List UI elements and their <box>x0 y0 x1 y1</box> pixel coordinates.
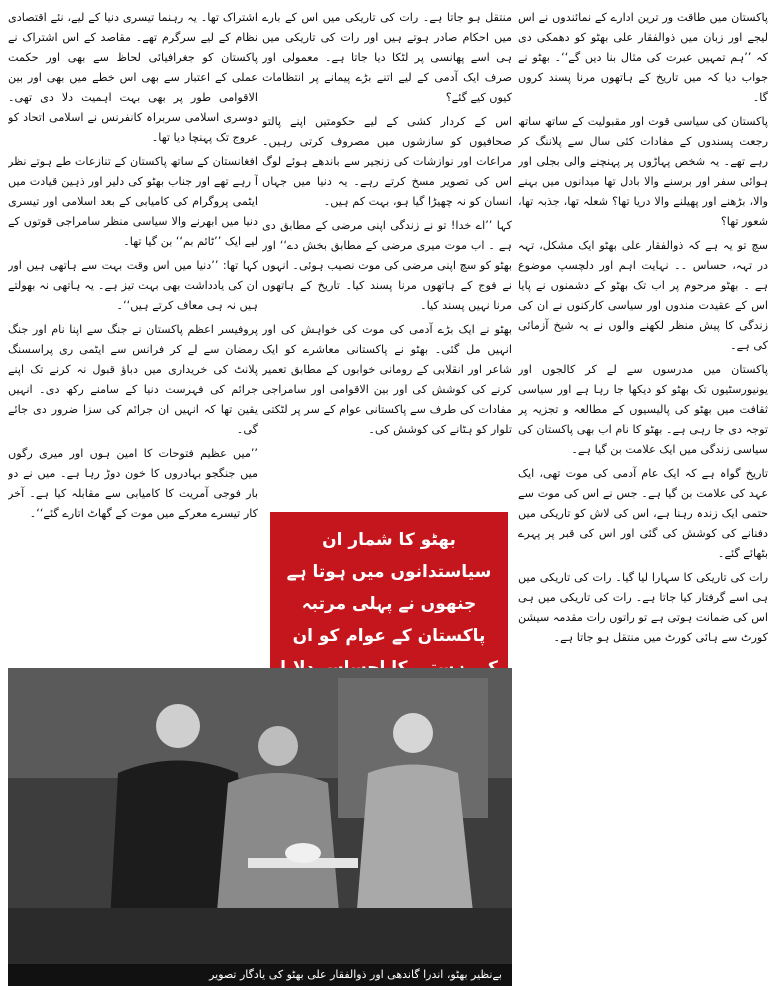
photograph <box>8 668 512 986</box>
pull-quote-text: بھٹو کا شمار ان سیاستدانوں میں ہوتا ہے جنھوں نے پہلی مرتبہ پاکستان کے عوام کو ان <box>286 530 492 646</box>
article-paragraph: پاکستان کی سیاسی قوت اور مقبولیت کے ساتھ ساتھ رجعت پسندوں کے مفادات کئی سال سے پلاننگ کر رہے تھے۔ یہ شخص پہاڑوں پر پہنچنے والی بجلی اور ہوائی سفر اور برسنے والا بادل تھا میدانوں میں بہنے والا، بڑھنے اور پھیلنے والا دریا تھا؟ شعلہ تھا، جذبہ تھا، شعور تھا؟ <box>518 115 768 228</box>
article-paragraph: تاریخ گواہ ہے کہ ایک عام آدمی کی موت تھی، ایک عہد کی علامت بن گیا ہے۔ جس نے اس کی موت سے حتمی ایک زندہ رہنا ہے، اس کی لاش کو تاریکی میں دفنانے کی کوشش کی گئی اور اس کی قبر پر پہرے بٹھائے گئے۔ <box>518 467 768 560</box>
article-paragraph: پروفیسر اعظم پاکستان نے جنگ سے اپنا نام اور جنگ رمضان سے لے کر فرانس سے ایٹمی ری پراسسنگ پلانٹ کی خریداری میں دباؤ قبول نہ کرنے تک اپنے جرائم کی فہرست دنیا کے سامنے رکھ دی۔ انہیں یقین تھا کہ انہیں ان جرائم کی سزا ضرور دی جائے گی۔ <box>8 323 258 436</box>
article-paragraph: رات کی تاریکی کا سہارا لیا گیا۔ رات کی تاریکی میں ہی اسے گرفتار کیا جاتا ہے۔ رات کی تاریکی میں ہی اس کی ضمانت ہوتی ہے تو راتوں رات مقدمہ سیشن کورٹ سے ہائی کورٹ میں منتقل ہو جاتا ہے۔ <box>518 571 768 644</box>
article-column-middle <box>262 8 512 498</box>
article-paragraph: کہا تھا: ’’دنیا میں اس وقت بہت سے ہاتھی ہیں اور ان کی یادداشت بھی بہت تیز ہے۔ یہ ہاتھی نہ بھولتے ہیں نہ ہی معاف کرتے ہیں‘‘۔ <box>8 259 258 312</box>
article-paragraph: بھٹو نے ایک بڑے آدمی کی موت کی خواہش کی اور انہیں مل گئی۔ بھٹو نے پاکستانی معاشرے کو ایک شاعر اور انقلابی کے رومانی خوابوں کے مطابق تعمیر کرنے کی کوشش کی اور بین الاقوامی اور سامراجی مفادات کی طرف سے پاکستانی عوام کے سر پر لٹکتی تلوار کو ہٹانے کی کوشش کی۔ <box>262 323 512 436</box>
article-paragraph: کہا ’’اے خدا! تو نے زندگی اپنی مرضی کے مطابق دی ہے ۔ اب موت میری مرضی کے مطابق بخش دے‘‘ اور بھٹو کو سچ اپنی مرضی کی موت نصیب ہوئی۔ انہوں نے فوج کے ہاتھوں مرنا پسند کیا۔ تاریخ کے ہاتھوں مرنا نہیں پسند کیا۔ <box>262 219 512 312</box>
article-paragraph: اس کے کردار کشی کے لیے حکومتیں اپنے پالتو صحافیوں کو سازشوں میں مصروف کرتی رہیں۔ مراعات اور نوازشات کی زنجیر سے باندھے ہوئے لوگ اس کی تصویر مسخ کرتے رہے۔ یہ دنیا میں جہاں انسان کو نہ چھیڑا گیا ہو، بہت کم ہیں۔ <box>262 115 512 208</box>
article-paragraph: ’’میں عظیم فتوحات کا امین ہوں اور میری رگوں میں جنگجو بہادروں کا خون دوڑ رہا ہے۔ میں نے دو بار فوجی آمریت کا کامیابی سے مقابلہ کیا ہے۔ آخر کار تیسرے معرکے میں موت کے گھاٹ اتارے گئے‘‘۔ <box>8 447 258 520</box>
article-paragraph: سچ تو یہ ہے کہ ذوالفقار علی بھٹو ایک مشکل، تہہ در تہہ، حساس ۔۔ نہایت اہم اور دلچسپ موضوع ہے ۔ بھٹو مرحوم پر اب تک بھٹو کے دشمنوں نے پایا اس کے عقیدت مندوں اور سیاسی کارکنوں نے ان کی زندگی کا پیش منظر لکھنے والوں نے یہ شیخ آزمائی کی ہے۔ <box>518 239 768 352</box>
article-paragraph: پاکستان میں مدرسوں سے لے کر کالجوں اور یونیورسٹیوں تک بھٹو کو دیکھا جا رہا ہے اور سیاسی ثقافت میں بھٹو کی پالیسیوں کے مطالعہ و تجزیہ پر توجہ دی جا رہی ہے۔ بھٹو کا نام اب بھی پاکستان کی سیاسی زندگی میں ایک علامت بن گیا ہے۔ <box>518 363 768 456</box>
article-column-right <box>518 8 768 993</box>
article-paragraph: افغانستان کے ساتھ پاکستان کے تنازعات طے ہوتے نظر آ رہے تھے اور جناب بھٹو کی دلیر اور ذہین قیادت میں ایٹمی پروگرام کی کامیابی کے بعد اسلامی اور تیسری دنیا میں ابھرنے والا سیاسی منظر سامراجی قوتوں کے لیے ایک ’’ٹائم بم‘‘ بن گیا تھا۔ <box>8 155 258 248</box>
pull-quote <box>270 512 508 668</box>
article-paragraph: منتقل ہو جاتا ہے۔ رات کی تاریکی میں اس کے بارے میں احکام صادر ہوتے ہیں اور رات کی تاریکی میں ہی اسے پھانسی پر لٹکا دیا جاتا ہے۔ معمولی اور صرف ایک آدمی کے لیے اتنے بڑے پیمانے پر انتظامات کیوں کیے گئے؟ <box>262 11 512 104</box>
article-paragraph: اشتراک تھا۔ یہ رہنما تیسری دنیا کے لیے، نئے اقتصادی نظام کے لیے سرگرم تھے۔ مقاصد کے اس اشتراک نے پاکستان کو جغرافیائی لحاظ سے بھی اور حکمت عملی کے اعتبار سے بھی اس خطے میں بھی اور بین الاقوامی طور پر بھی بہت اہمیت دلا دی تھی۔ دوسری اسلامی سربراہ کانفرنس نے اسلامی اتحاد کو عروج تک پہنچا دیا تھا۔ <box>8 11 258 144</box>
article-column-left <box>8 8 258 668</box>
photograph-icon <box>8 668 512 986</box>
photo-caption: بےنظیر بھٹو، اندرا گاندھی اور ذوالفقار علی بھٹو کی یادگار تصویر <box>8 964 512 986</box>
article-paragraph: پاکستان میں طاقت ور ترین ادارے کے نمائندوں نے اس لیجے اور زبان میں ذوالفقار علی بھٹو کو دھمکی دی کہ ’’ہم تمہیں عبرت کی مثال بنا دیں گے‘‘۔ بھٹو نے جواب دیا کہ میں تاریخ کے ہاتھوں مرنا پسند کروں گا۔ <box>518 11 768 104</box>
